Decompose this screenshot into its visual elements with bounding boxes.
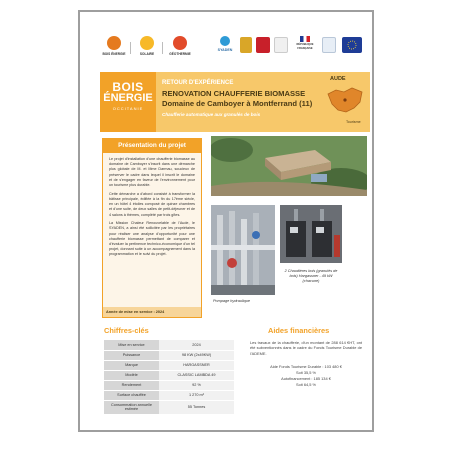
paragraph: Le projet d'installation d'une chaufferie biomasse au domaine de Camboyer s'inscrit dans une démarche plus globale de M. et Mme Darmau, soucieux de préserver le cadre dans lequel il inscrit le domaine et de s'engager en faveur de l'environnement pour un tourisme plus durable. (109, 157, 195, 188)
paragraph: La Mission Chaleur Renouvelable de l'Aude, le SYADEN, a ainsi été sollicitée par les propriétaires pour réaliser une analyse d'opportunité pour une chaufferie biomasse permettant de comparer et d'évaluer la pertinence technico-économique d'un tel projet, donnant suite à un accompagnement dans la programmation et le suivi du projet. (109, 221, 195, 257)
table-value: 1 270 m² (159, 390, 234, 400)
table-value: 98 KW (2x49KW) (159, 350, 234, 360)
logo-bar (80, 12, 372, 60)
syaden-label: SYADEN (217, 48, 233, 52)
partner-logo (274, 37, 288, 53)
self-funding-share: Soit 64,5 % (296, 382, 316, 387)
geothermie-label: GÉOTHERMIE (169, 52, 191, 56)
boilers-caption: 2 Chaudières bois (granulés de bois) Hargassner - 49 kW (chacune) (284, 269, 338, 283)
republique-francaise-logo (292, 36, 318, 51)
eu-flag-icon (342, 37, 362, 53)
republique-label: RÉPUBLIQUE FRANÇAISE (296, 43, 314, 50)
table-row (104, 350, 234, 360)
solaire-label: SOLAIRE (139, 52, 155, 56)
hydraulic-photo (211, 205, 275, 295)
financial-aid-heading: Aides financières (268, 326, 330, 335)
kicker: RETOUR D'EXPÉRIENCE (162, 80, 234, 86)
presentation-panel (102, 138, 202, 318)
table-value: HARGASSNER (159, 360, 234, 370)
boilers-image (280, 205, 342, 263)
earth-icon (173, 36, 187, 50)
department-caption: Tourisme (346, 120, 361, 124)
table-row (104, 400, 234, 414)
table-row (104, 360, 234, 370)
table-key: Puissance (104, 350, 159, 360)
geothermie-logo (166, 36, 194, 56)
table-key: Consommation annuelle estimée (104, 400, 159, 414)
ademe-logo (322, 37, 336, 53)
syaden-icon (220, 36, 230, 46)
table-value: CLASSIC LAMBDA 49 (159, 370, 234, 380)
flame-icon (107, 36, 121, 50)
table-value: 92 % (159, 380, 234, 390)
presentation-heading: Présentation du projet (103, 139, 201, 153)
divider (162, 42, 163, 54)
paragraph: Cette démarche a d'abord consisté à transformer la bâtisse principale, édifiée à la fin du 17ème siècle, en un hôtel 4 étoiles composé de quinze chambres et d'une suite, de deux salles de petit-déjeuner et de 4 salons à thèmes, complété par trois gîtes. (109, 191, 195, 217)
flag-icon (300, 36, 310, 42)
domain-aerial-image (211, 136, 367, 196)
page-title: RENOVATION CHAUFFERIE BIOMASSE (162, 89, 306, 98)
table-key: Modèle (104, 370, 159, 380)
bois-energie-logo (102, 36, 126, 56)
logo-line-bois: BOIS (112, 80, 144, 94)
financial-aid-text: Les travaux de la chaufferie, d'un montant de 288 614 €HT, ont été subventionnés dans le cadre du Fonds Tourisme Durable de l'ADEME. (250, 340, 362, 356)
bois-energie-occitanie-logo (100, 72, 156, 132)
hydraulic-caption: Pompage hydraulique (213, 299, 250, 303)
title-band (100, 72, 370, 132)
table-row (104, 380, 234, 390)
table-row (104, 340, 234, 350)
fiche-document (78, 10, 374, 432)
key-figures-heading: Chiffres-clés (104, 326, 149, 335)
department-label: AUDE (330, 76, 346, 82)
sun-icon (140, 36, 154, 50)
partner-logo (240, 37, 252, 53)
tagline: Chaufferie automatique aux granulés de bois (162, 112, 261, 117)
table-value: 55 Tonnes (159, 400, 234, 414)
divider (130, 42, 131, 54)
table-key: Marque (104, 360, 159, 370)
table-key: Surface chauffée (104, 390, 159, 400)
page-subtitle: Domaine de Camboyer à Montferrand (11) (162, 99, 313, 108)
table-key: Rendement (104, 380, 159, 390)
department-box (322, 76, 368, 128)
key-figures-table (104, 340, 234, 415)
commissioning-year: Année de mise en service : 2024 (103, 307, 201, 317)
logo-line-occitanie: OCCITANIE (112, 106, 144, 111)
hydraulic-pipes-image (211, 205, 275, 295)
table-row (104, 390, 234, 400)
aid-amount: Aide Fonds Tourisme Durable : 103 480 € (270, 364, 342, 369)
presentation-text (109, 157, 195, 261)
table-value: 2024 (159, 340, 234, 350)
aerial-photo (211, 136, 367, 196)
financial-aid-list (250, 364, 362, 388)
solaire-logo (136, 36, 158, 56)
bois-energie-label: BOIS ÉNERGIE (102, 52, 126, 56)
boilers-photo (280, 205, 342, 263)
logo-line-energie: ÉNERGIE (103, 92, 153, 104)
table-row (104, 370, 234, 380)
eu-stars-icon (342, 37, 362, 53)
syaden-logo (214, 36, 236, 52)
table-key: Mise en service (104, 340, 159, 350)
aid-share: Soit 35,5 % (296, 370, 316, 375)
self-funding-amount: Autofinancement : 185 134 € (281, 376, 331, 381)
aude-map-icon (324, 84, 366, 118)
region-occitanie-logo (256, 37, 270, 53)
